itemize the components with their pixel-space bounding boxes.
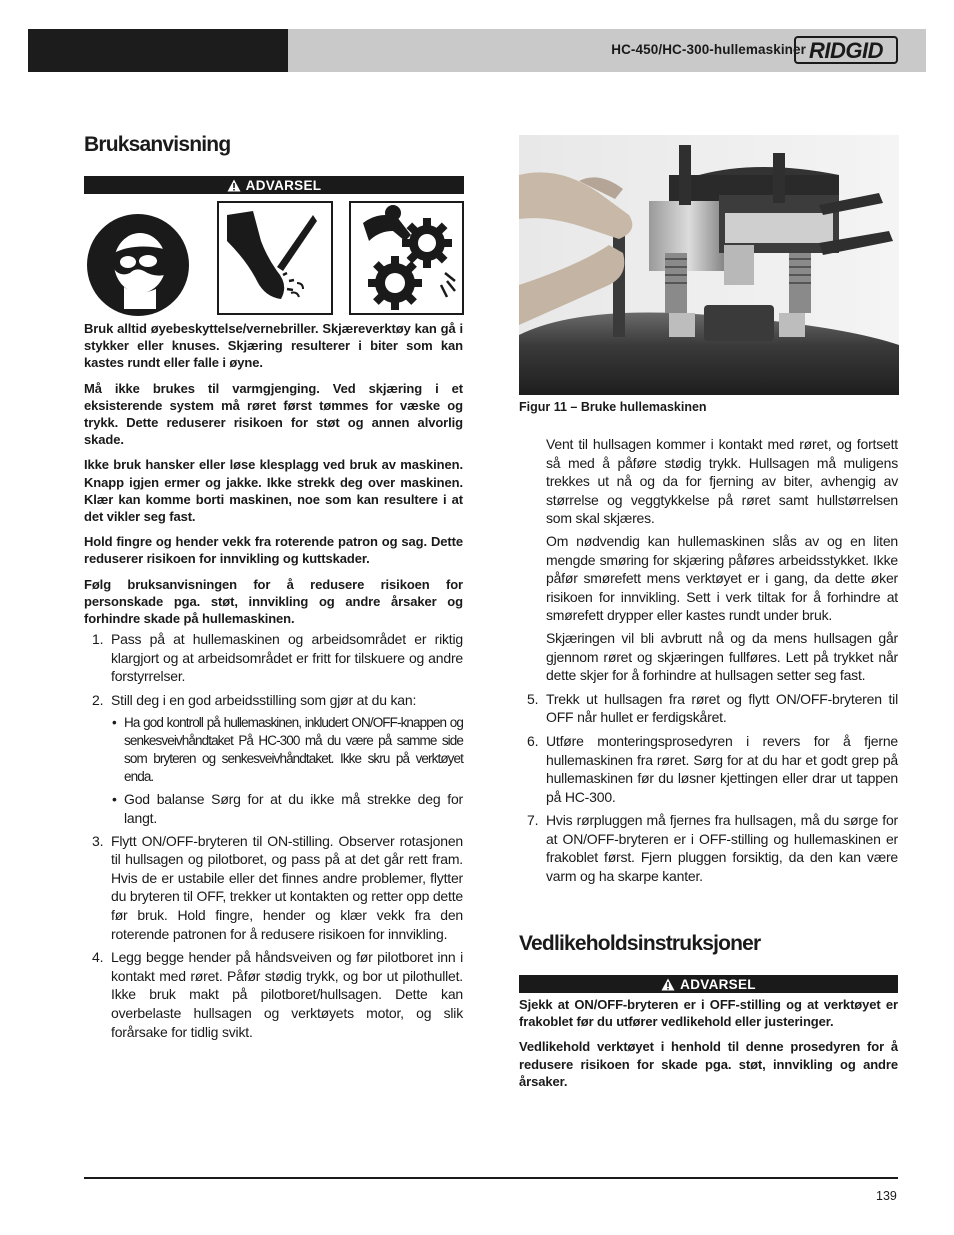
- step-item: [84, 691, 463, 710]
- warning-text: Sjekk at ON/OFF-bryteren er i OFF-stilling og at verktøyet er frakoblet før du utfører vedlikehold eller justeringer.: [519, 997, 898, 1030]
- warning-bar: [519, 975, 898, 993]
- step-text: Trekk ut hullsagen fra røret og flytt ON/OFF-bryteren til OFF når hullet er ferdigskåret.: [546, 690, 898, 726]
- warning-triangle-icon: [227, 179, 241, 192]
- step-number: 5.: [527, 690, 539, 707]
- header-title: HC-450/HC-300-hullemaskiner: [611, 42, 806, 57]
- warning-text: Følg bruksanvisningen for å redusere risikoen for personskade pga. støt, innvikling og andre årsaker og forhindre skade på hullemaskinen.: [84, 576, 463, 627]
- bullet-text: Ha god kontroll på hullemaskinen, inkludert ON/OFF-knappen og senkesveivhåndtaket På HC-300 må du være på samme side som bryteren og senkesveivhåndtaket. Ikke skru på verktøyet enda.: [124, 714, 463, 785]
- step-text: Pass på at hullemaskinen og arbeidsområdet er riktig klargjort og at arbeidsområdet er fritt for tilskuere og andre forstyrrelser.: [111, 631, 463, 685]
- safety-goggles-icon: [86, 213, 190, 317]
- step-text: Still deg i en god arbeidsstilling som gjør at du kan:: [111, 692, 417, 709]
- continued-paragraph: Om nødvendig kan hullemaskinen slås av og en liten mengde smøring for skjæring påføres arbeidsstykket. Ikke påfør smørefett mens verktøyet er i gang, da dette øker risikoen for innvikling. Sett i verk tiltak for å forhindre at smørefett drypper eller kastes rundt under bruk.: [546, 532, 898, 624]
- warning-text: Vedlikehold verktøyet i henhold til denne prosedyren for å redusere risikoen for skade pga. støt, innvikling og andre årsaker.: [519, 1039, 898, 1089]
- step-text: Flytt ON/OFF-bryteren til ON-stilling. Observer rotasjonen til hullsagen og pilotboret, og pass på at det går rett fram. Hvis de er ustabile eller det finnes andre problemer, flytter du bryteren til OFF, trekker ut kontakten og retter opp dette før bruk. Hold fingre, hender og klær vekk fra den roterende patronen for å redusere risikoen for innvikling.: [111, 832, 463, 942]
- hole-cutter-photo: [519, 135, 899, 395]
- step-item: [519, 811, 898, 885]
- gear-entanglement-icon: [349, 201, 464, 315]
- figure-caption: Figur 11 – Bruke hullemaskinen: [519, 400, 707, 414]
- warning-text: Ikke bruk hansker eller løse klesplagg ved bruk av maskinen. Knapp igjen ermer og jakke. Ikke strekk deg over maskinen. Klær kan komme borti maskinen, noe som kan resultere i at det vikler seg fast.: [84, 457, 463, 525]
- warning-bar: [84, 176, 464, 194]
- step-item: [84, 630, 463, 686]
- warning-text: Bruk alltid øyebeskyttelse/vernebriller. Skjæreverktøy kan gå i stykker eller knuses. Skjæring resulterer i biter som kan kastes rundt eller falle i øyne.: [84, 321, 463, 371]
- footer-rule: [84, 1177, 898, 1179]
- step-item: [519, 732, 898, 806]
- warning-triangle-icon: [661, 978, 675, 991]
- continued-paragraph: Skjæringen vil bli avbrutt nå og da mens hullsagen går gjennom røret og skjæringen fullføres. Lett på trykket når dette skjer for å forhindre at hullsagen setter seg fast.: [546, 629, 898, 684]
- step-item: [519, 690, 898, 727]
- continued-paragraph: Vent til hullsagen kommer i kontakt med røret, og fortsett så med å påføre stødig trykk. Hullsagen må muligens trekkes ut nå og da for fjerning av biter, avhengig av størrelse og veggtykkelse på røret samt hullstørrelsen som skal skjæres.: [546, 436, 898, 527]
- step-item: [84, 832, 463, 944]
- ridgid-logo: [794, 36, 898, 64]
- left-text-column: [84, 320, 463, 1046]
- step-number: 4.: [92, 949, 104, 966]
- step-item: [84, 948, 463, 1041]
- step-text: Utføre monteringsprosedyren i revers for å fjerne hullemaskinen fra røret. Sørg for at du har et godt grep på hullemaskinen før du løsner kjettingen eller drar ut tappen på HC-300.: [546, 732, 898, 805]
- step-number: 1.: [92, 631, 104, 648]
- bullet-dot: •: [112, 791, 117, 808]
- bullet-text: God balanse Sørg for at du ikke må strekke deg for langt.: [124, 791, 463, 827]
- bullet-item: [84, 714, 463, 787]
- warning-text: Hold fingre og hender vekk fra roterende patron og sag. Dette reduserer risikoen for innvikling og kuttskader.: [84, 534, 463, 567]
- warning-label: ADVARSEL: [245, 177, 322, 193]
- step-text: Legg begge hender på håndsveiven og før pilotboret inn i kontakt med røret. Påfør stødig trykk, og bor ut pilothullet. Ikke bruk makt på pilotboret/hullsagen. Dette kan overbelaste hullsagen og verktøyets motor, og slik forårsake for tidlig svikt.: [111, 949, 463, 1040]
- section-heading-bruksanvisning: Bruksanvisning: [84, 133, 231, 156]
- bullet-item: [84, 790, 463, 827]
- step-number: 7.: [527, 812, 539, 829]
- svg-text:RIDGID: RIDGID: [809, 38, 883, 63]
- warning-text: Må ikke brukes til varmgjenging. Ved skjæring i et eksisterende system må røret først tømmes for væske og trykk. Dette reduserer risikoen for støt og annen alvorlig skade.: [84, 380, 463, 448]
- cut-hand-icon: [217, 201, 333, 315]
- bullet-dot: •: [112, 714, 116, 730]
- warning-label: ADVARSEL: [680, 976, 756, 992]
- header-black-block: [28, 29, 288, 72]
- page-number: 139: [876, 1189, 897, 1203]
- step-number: 2.: [92, 692, 104, 709]
- step-number: 3.: [92, 832, 104, 849]
- step-text: Hvis rørpluggen må fjernes fra hullsagen, må du sørge for at ON/OFF-bryteren er i OFF-stilling og hullemaskinen er frakoblet først. Fjern pluggen forsiktig, da den kan være varm og ha skarpe kanter.: [546, 812, 898, 885]
- right-text-column: [519, 435, 898, 891]
- step-number: 6.: [527, 732, 539, 749]
- maintenance-warnings: [519, 996, 898, 1098]
- section-heading-vedlikehold: Vedlikeholdsinstruksjoner: [519, 932, 761, 955]
